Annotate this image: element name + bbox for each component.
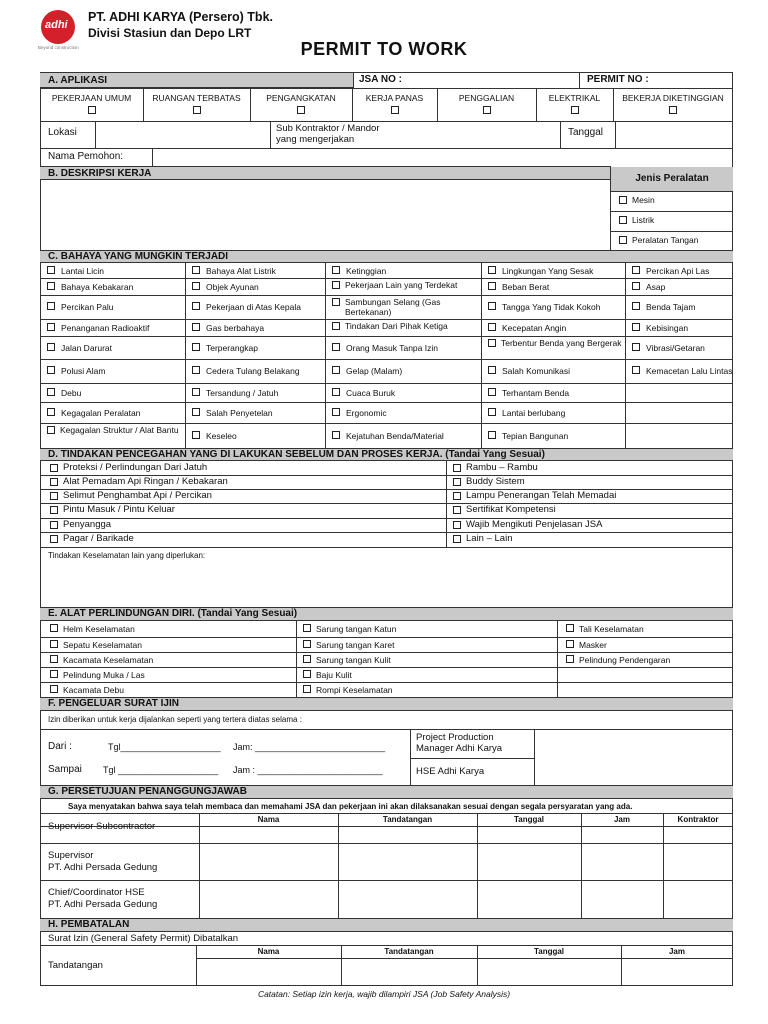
hazard-checkbox[interactable] (632, 282, 640, 290)
rule (40, 547, 733, 548)
work-type-checkbox[interactable] (88, 106, 96, 114)
rule (40, 448, 733, 449)
approval-col-header: Tanggal (513, 815, 545, 824)
hazard-checkbox[interactable] (47, 266, 55, 274)
hazard-checkbox[interactable] (192, 366, 200, 374)
approval-col-header: Tandatangan (382, 815, 433, 824)
hazard-label: Kebisingan (646, 323, 689, 333)
hazard-label: Sambungan Selang (Gas Bertekanan) (345, 297, 441, 317)
hazard-label: Asap (646, 282, 666, 292)
rule (296, 621, 297, 697)
ppe-checkbox[interactable] (50, 624, 58, 632)
hazard-checkbox[interactable] (332, 408, 340, 416)
rule (40, 667, 733, 668)
cancel-col-header: Nama (257, 947, 280, 956)
hazard-label: Pekerjaan di Atas Kepala (206, 302, 301, 312)
hazard-checkbox[interactable] (332, 281, 340, 289)
rule (40, 402, 733, 403)
precaution-label: Selimut Penghambat Api / Percikan (63, 490, 212, 501)
precaution-label: Lain – Lain (466, 533, 513, 544)
work-type-checkbox[interactable] (483, 106, 491, 114)
section-f-header: F. PENGELUAR SURAT IJIN (40, 697, 733, 711)
precaution-label: Buddy Sistem (466, 476, 525, 487)
hazard-checkbox[interactable] (488, 431, 496, 439)
precaution-checkbox[interactable] (50, 464, 58, 472)
ppe-checkbox[interactable] (566, 640, 574, 648)
approval-col-header: Nama (257, 815, 280, 824)
hazard-checkbox[interactable] (47, 408, 55, 416)
work-type-label: PEKERJAAN UMUM (51, 93, 132, 103)
precaution-label: Alat Pemadam Api Ringan / Kebakaran (63, 476, 228, 487)
rule (40, 423, 733, 424)
sampai-date: Tgl ____________________ (103, 765, 219, 775)
logo-tagline: Beyond construction (38, 45, 79, 50)
hazard-checkbox[interactable] (47, 388, 55, 396)
work-type-checkbox[interactable] (669, 106, 677, 114)
hazard-checkbox[interactable] (47, 366, 55, 374)
hazard-label: Ergonomic (346, 408, 387, 418)
work-type-label: PENGANGKATAN (266, 93, 336, 103)
hazard-label: Pekerjaan Lain yang Terdekat (345, 280, 458, 290)
ppe-label: Baju Kulit (316, 670, 352, 680)
permit-form (40, 72, 733, 986)
sampai-time: Jam : _________________________ (233, 765, 383, 775)
work-type-checkbox[interactable] (193, 106, 201, 114)
section-b-header: B. DESKRIPSI KERJA (40, 166, 611, 180)
approval-row-label: Supervisor (48, 850, 94, 861)
section-h-header: H. PEMBATALAN (40, 918, 733, 932)
hse-label: HSE Adhi Karya (416, 766, 485, 777)
hazard-checkbox[interactable] (488, 266, 496, 274)
hazard-label: Percikan Api Las (646, 266, 710, 276)
hazard-label: Bahaya Alat Listrik (206, 266, 276, 276)
hazard-label: Kegagalan Struktur / Alat Bantu (60, 425, 179, 435)
rule (40, 880, 733, 881)
hazard-checkbox[interactable] (632, 266, 640, 274)
hazard-checkbox[interactable] (488, 366, 496, 374)
rule (143, 88, 144, 121)
equip-header-label: Jenis Peralatan (635, 173, 709, 184)
hazard-checkbox[interactable] (488, 302, 496, 310)
hazard-label: Tepian Bangunan (502, 431, 569, 441)
ppe-label: Tali Keselamatan (579, 624, 644, 634)
hazard-label: Objek Ayunan (206, 282, 259, 292)
equipment-checkbox[interactable] (619, 236, 627, 244)
rule (196, 958, 733, 959)
approval-row-label: PT. Adhi Persada Gedung (48, 862, 158, 873)
rule (40, 637, 733, 638)
hazard-checkbox[interactable] (192, 408, 200, 416)
rule (40, 532, 733, 533)
ppe-label: Pelindung Pendengaran (579, 655, 671, 665)
precaution-label: Lampu Penerangan Telah Memadai (466, 490, 617, 501)
hazard-label: Tangga Yang Tidak Kokoh (502, 302, 601, 312)
ppe-label: Kacamata Debu (63, 685, 124, 695)
ppe-checkbox[interactable] (566, 624, 574, 632)
precaution-label: Pagar / Barikade (63, 533, 134, 544)
equipment-label: Listrik (632, 215, 655, 225)
precaution-checkbox[interactable] (50, 535, 58, 543)
work-type-label: ELEKTRIKAL (548, 93, 601, 103)
rule (40, 336, 733, 337)
rule (611, 211, 733, 212)
section-c-header: C. BAHAYA YANG MUNGKIN TERJADI (40, 250, 733, 263)
precaution-label: Pintu Masuk / Pintu Keluar (63, 504, 175, 515)
rule (437, 88, 438, 121)
ppe-label: Sarung tangan Kulit (316, 655, 391, 665)
cancellation-subtitle: Surat Izin (General Safety Permit) Dibatalkan (48, 933, 239, 944)
permit-duration-intro: Izin diberikan untuk kerja dijalankan seperti yang tertera diatas selama : (48, 715, 302, 724)
hazard-label: Cedera Tulang Belakang (206, 366, 300, 376)
hazard-label: Lantai Licin (61, 266, 105, 276)
hazard-checkbox[interactable] (332, 266, 340, 274)
rule (581, 813, 582, 918)
hazard-checkbox[interactable] (47, 426, 55, 434)
precaution-checkbox[interactable] (50, 478, 58, 486)
work-type-label: PENGGALIAN (458, 93, 515, 103)
ppm-label-2: Manager Adhi Karya (416, 743, 503, 754)
hazard-checkbox[interactable] (488, 388, 496, 396)
section-g-header: G. PERSETUJUAN PENANGGUNGJAWAB (40, 785, 733, 799)
approval-col-header: Jam (613, 815, 630, 824)
rule (611, 231, 733, 232)
precaution-checkbox[interactable] (50, 506, 58, 514)
cancel-row-label: Tandatangan (48, 960, 103, 971)
hazard-label: Gelap (Malam) (346, 366, 403, 376)
cancel-col-header: Tandatangan (384, 947, 434, 956)
rule (199, 826, 733, 827)
rule (625, 263, 626, 448)
dari-date: Tgl____________________ (108, 742, 221, 752)
approval-col-header: Kontraktor (677, 815, 719, 824)
rule (40, 518, 733, 519)
precaution-label: Wajib Mengikuti Penjelasan JSA (466, 519, 603, 530)
ppe-checkbox[interactable] (50, 640, 58, 648)
precaution-label: Sertifikat Kompetensi (466, 504, 556, 515)
rule (40, 682, 733, 683)
logo-text: adhi (45, 19, 68, 31)
ppe-checkbox[interactable] (50, 670, 58, 678)
hazard-checkbox[interactable] (47, 343, 55, 351)
ppe-checkbox[interactable] (50, 685, 58, 693)
ppm-label: Project Production (416, 732, 494, 743)
equipment-checkbox[interactable] (619, 196, 627, 204)
approval-statement: Saya menyatakan bahwa saya telah membaca dan memahami JSA dan pekerjaan ini akan dilaksanakan sesuai dengan segala persyaratan yang ada. (68, 802, 633, 811)
hazard-checkbox[interactable] (192, 323, 200, 331)
dari-time: Jam: __________________________ (233, 742, 386, 752)
rule (40, 295, 733, 296)
hazard-label: Kemacetan Lalu Lintas (646, 366, 733, 376)
hazard-checkbox[interactable] (192, 343, 200, 351)
precaution-checkbox[interactable] (50, 521, 58, 529)
rule (40, 383, 733, 384)
hazard-label: Polusi Alam (61, 366, 106, 376)
ppe-label: Helm Keselamatan (63, 624, 135, 634)
hazard-checkbox[interactable] (192, 302, 200, 310)
equipment-label: Peralatan Tangan (632, 235, 699, 245)
hazard-checkbox[interactable] (488, 408, 496, 416)
hazard-checkbox[interactable] (332, 343, 340, 351)
ppe-checkbox[interactable] (303, 640, 311, 648)
approval-row-label: Supervisor Subcontractor (48, 821, 156, 832)
ppe-label: Rompi Keselamatan (316, 685, 393, 695)
rule (536, 88, 537, 121)
hazard-label: Vibrasi/Getaran (646, 343, 705, 353)
precaution-checkbox[interactable] (453, 478, 461, 486)
lokasi-label: Lokasi (48, 127, 77, 138)
hazard-checkbox[interactable] (632, 302, 640, 310)
hazard-label: Kecepatan Angin (502, 323, 567, 333)
ppe-label: Sarung tangan Katun (316, 624, 397, 634)
hazard-label: Kejatuhan Benda/Material (346, 431, 444, 441)
section-d-header: D. TINDAKAN PENCEGAHAN YANG DI LAKUKAN SEBELUM DAN PROSES KERJA. (Tandai Yang Sesuai) (40, 448, 733, 461)
hazard-checkbox[interactable] (488, 323, 496, 331)
subkon-label: Sub Kontraktor / Mandor (276, 123, 380, 134)
precaution-checkbox[interactable] (50, 492, 58, 500)
precaution-checkbox[interactable] (453, 521, 461, 529)
hazard-checkbox[interactable] (192, 266, 200, 274)
precaution-label: Penyangga (63, 519, 112, 530)
hazard-label: Gas berbahaya (206, 323, 265, 333)
other-safety-label: Tindakan Keselamatan lain yang diperlukan: (48, 551, 206, 560)
ppe-label: Sarung tangan Karet (316, 640, 395, 650)
rule (40, 278, 733, 279)
rule (446, 461, 447, 547)
ppe-checkbox[interactable] (303, 670, 311, 678)
rule (557, 621, 558, 697)
hazard-label: Penanganan Radioaktif (61, 323, 150, 333)
hazard-checkbox[interactable] (632, 323, 640, 331)
work-type-checkbox[interactable] (571, 106, 579, 114)
hazard-label: Terbentur Benda yang Bergerak (501, 338, 622, 348)
hazard-label: Ketinggian (346, 266, 387, 276)
section-e-header: E. ALAT PERLINDUNGAN DIRI. (Tandai Yang Sesuai) (40, 607, 733, 621)
ppe-checkbox[interactable] (303, 624, 311, 632)
hazard-label: Debu (61, 388, 82, 398)
rule (40, 359, 733, 360)
ppe-checkbox[interactable] (50, 655, 58, 663)
hazard-checkbox[interactable] (192, 388, 200, 396)
work-type-label: KERJA PANAS (365, 93, 424, 103)
ppe-label: Sepatu Keselamatan (63, 640, 142, 650)
hazard-label: Benda Tajam (646, 302, 696, 312)
cancel-col-header: Tanggal (533, 947, 565, 956)
hazard-checkbox[interactable] (332, 388, 340, 396)
subkon-label-2: yang mengerjakan (276, 134, 355, 145)
rule (185, 263, 186, 448)
hazard-label: Tindakan Dari Pihak Ketiga (345, 321, 448, 331)
pemohon-label: Nama Pemohon: (48, 151, 124, 162)
hazard-label: Bahaya Kebakaran (61, 282, 134, 292)
rule (199, 813, 200, 918)
hazard-label: Terperangkap (206, 343, 258, 353)
approval-row-label: Chief/Coordinator HSE (48, 887, 145, 898)
hazard-label: Beban Berat (502, 282, 550, 292)
hazard-label: Orang Masuk Tanpa Izin (346, 343, 438, 353)
ppe-label: Masker (579, 640, 607, 650)
hazard-checkbox[interactable] (332, 366, 340, 374)
hazard-label: Jalan Darurat (61, 343, 113, 353)
hazard-checkbox[interactable] (47, 302, 55, 310)
hazard-label: Salah Komunikasi (502, 366, 571, 376)
rule (40, 319, 733, 320)
ppe-label: Pelindung Muka / Las (63, 670, 145, 680)
hazard-checkbox[interactable] (488, 282, 496, 290)
rule (481, 263, 482, 448)
hazard-checkbox[interactable] (332, 322, 340, 330)
hazard-checkbox[interactable] (47, 323, 55, 331)
ppe-label: Kacamata Keselamatan (63, 655, 154, 665)
hazard-label: Lingkungan Yang Sesak (502, 266, 594, 276)
ppe-checkbox[interactable] (303, 655, 311, 663)
rule (40, 652, 733, 653)
precaution-checkbox[interactable] (453, 492, 461, 500)
rule (250, 88, 251, 121)
rule (663, 813, 664, 918)
rule (338, 813, 339, 918)
hazard-label: Terhantam Benda (502, 388, 570, 398)
dari-label: Dari : (48, 741, 72, 752)
equipment-checkbox[interactable] (619, 216, 627, 224)
hazard-checkbox[interactable] (632, 343, 640, 351)
hazard-checkbox[interactable] (192, 431, 200, 439)
work-type-checkbox[interactable] (391, 106, 399, 114)
hazard-checkbox[interactable] (332, 298, 340, 306)
precaution-label: Proteksi / Perlindungan Dari Jatuh (63, 462, 208, 473)
rule (613, 88, 614, 121)
division-name: Divisi Stasiun dan Depo LRT (88, 26, 252, 40)
company-name: PT. ADHI KARYA (Persero) Tbk. (88, 10, 273, 24)
hazard-checkbox[interactable] (488, 339, 496, 347)
hazard-label: Kegagalan Peralatan (61, 408, 141, 418)
precaution-checkbox[interactable] (453, 506, 461, 514)
rule (325, 263, 326, 448)
hazard-checkbox[interactable] (47, 282, 55, 290)
work-type-label: BEKERJA DIKETINGGIAN (622, 93, 724, 103)
rule (477, 813, 478, 918)
ppe-checkbox[interactable] (566, 655, 574, 663)
page-title: PERMIT TO WORK (300, 39, 468, 59)
footer-note: Catatan: Setiap izin kerja, wajib dilampiri JSA (Job Safety Analysis) (257, 989, 511, 999)
tanggal-label: Tanggal (568, 127, 604, 138)
equipment-label: Mesin (632, 195, 655, 205)
work-type-checkbox[interactable] (297, 106, 305, 114)
sampai-label: Sampai (48, 764, 82, 775)
precaution-label: Rambu – Rambu (466, 462, 538, 473)
hazard-label: Tersandung / Jatuh (206, 388, 279, 398)
jsa-no-label: JSA NO : (359, 74, 402, 85)
rule (352, 88, 353, 121)
hazard-label: Cuaca Buruk (346, 388, 396, 398)
hazard-label: Keseleo (206, 431, 237, 441)
cancel-col-header: Jam (668, 947, 685, 956)
rule (40, 843, 733, 844)
permit-no-label: PERMIT NO : (587, 74, 649, 85)
hazard-checkbox[interactable] (632, 366, 640, 374)
precaution-checkbox[interactable] (453, 535, 461, 543)
precaution-checkbox[interactable] (453, 464, 461, 472)
section-a-header: A. APLIKASI (40, 72, 353, 88)
hazard-label: Salah Penyetelan (206, 408, 273, 418)
hazard-checkbox[interactable] (332, 431, 340, 439)
work-type-label: RUANGAN TERBATAS (152, 93, 241, 103)
ppe-checkbox[interactable] (303, 685, 311, 693)
hazard-checkbox[interactable] (192, 282, 200, 290)
hazard-label: Lantai berlubang (502, 408, 566, 418)
approval-row-label: PT. Adhi Persada Gedung (48, 899, 158, 910)
hazard-label: Percikan Palu (61, 302, 114, 312)
